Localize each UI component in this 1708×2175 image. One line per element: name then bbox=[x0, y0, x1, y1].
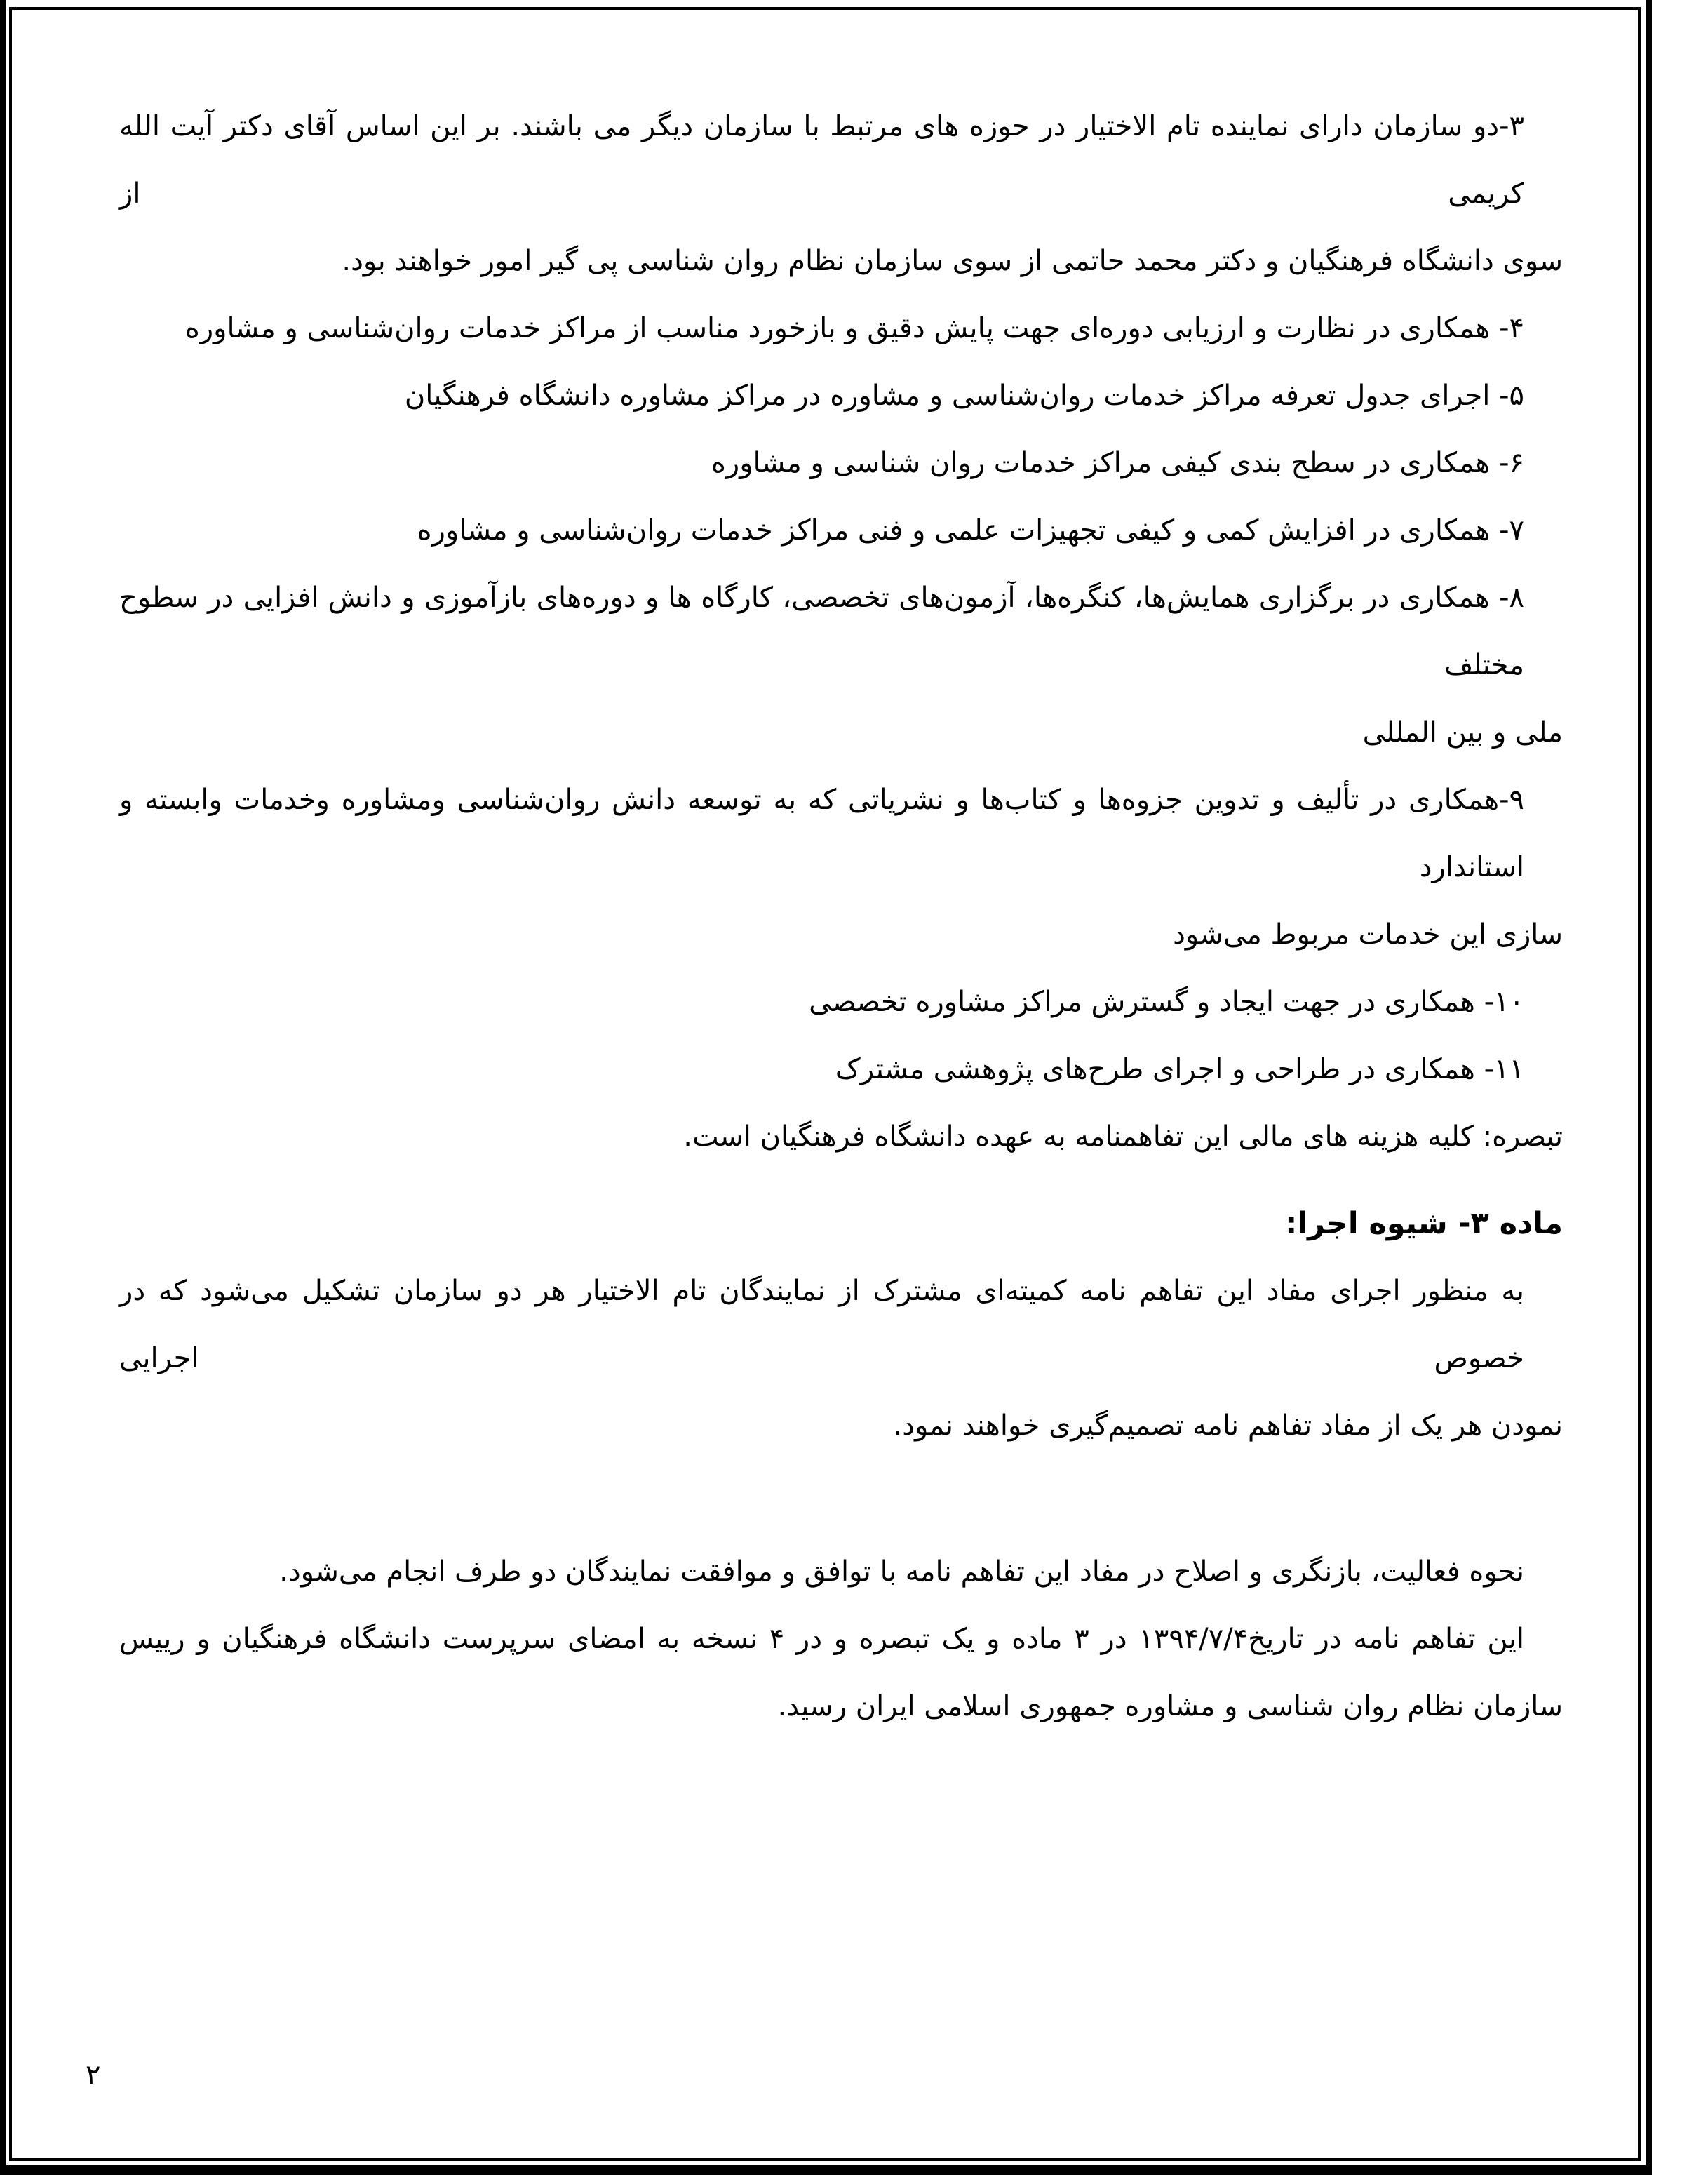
text-line-revision: نحوه فعالیت، بازنگری و اصلاح در مفاد این تفاهم نامه با توافق و موافقت نمایندگان دو طرف انجام می‌شود. bbox=[279, 1555, 1524, 1588]
text-line-item8-2: ملی و بین المللی bbox=[1362, 716, 1563, 749]
text-line-item4: ۴- همکاری در نظارت و ارزیابی دوره‌ای جهت پایش دقیق و بازخورد مناسب از مراکز خدمات روان‌شناسی و مشاوره bbox=[184, 312, 1524, 344]
text-line-item3-1: ۳-دو سازمان دارای نماینده تام الاختیار در حوزه های مرتبط با سازمان دیگر می باشند. بر این اساس آقای دکتر آیت الله کریمی از bbox=[119, 110, 1524, 210]
text-line-closing-2: سازمان نظام روان شناسی و مشاوره جمهوری اسلامی ایران رسید. bbox=[777, 1690, 1563, 1722]
text-line-item8-1: ۸- همکاری در برگزاری همایش‌ها، کنگره‌ها، آزمون‌های تخصصی، کارگاه ها و دوره‌های بازآموزی و دانش افزایی در سطوح مختلف bbox=[119, 582, 1524, 681]
article-3-heading: ماده ۳- شیوه اجرا: bbox=[1285, 1206, 1563, 1241]
text-line-item10: ۱۰- همکاری در جهت ایجاد و گسترش مراکز مشاوره تخصصی bbox=[809, 986, 1524, 1018]
text-line-exec-1: به منظور اجرای مفاد این تفاهم نامه کمیته‌ای مشترک از نمایندگان تام الاختیار هر دو سازمان تشکیل می‌شود که در خصوص اجرایی bbox=[119, 1275, 1524, 1374]
text-line-item11: ۱۱- همکاری در طراحی و اجرای طرح‌های پژوهشی مشترک bbox=[835, 1053, 1524, 1085]
page-border-left bbox=[0, 0, 6, 2175]
page-border-right bbox=[1646, 0, 1652, 2175]
text-line-item3-2: سوی دانشگاه فرهنگیان و دکتر محمد حاتمی از سوی سازمان نظام روان شناسی پی گیر امور خواهند بود. bbox=[342, 245, 1563, 277]
text-line-note: تبصره: کلیه هزینه های مالی این تفاهمنامه به عهده دانشگاه فرهنگیان است. bbox=[683, 1120, 1563, 1153]
document-body bbox=[119, 93, 1563, 1740]
page-number: ۲ bbox=[86, 2059, 101, 2092]
text-line-exec-2: نمودن هر یک از مفاد تفاهم نامه تصمیم‌گیری خواهند نمود. bbox=[893, 1410, 1563, 1442]
text-line-item9-2: سازی این خدمات مربوط می‌شود bbox=[1173, 918, 1563, 951]
text-line-item9-1: ۹-همکاری در تألیف و تدوین جزوه‌ها و کتاب‌ها و نشریاتی که به توسعه دانش روان‌شناسی ومشاوره وخدمات وابسته و استاندارد bbox=[119, 784, 1524, 883]
text-line-item6: ۶- همکاری در سطح بندی کیفی مراکز خدمات روان شناسی و مشاوره bbox=[711, 447, 1524, 479]
text-line-item5: ۵- اجرای جدول تعرفه مراکز خدمات روان‌شناسی و مشاوره در مراکز مشاوره دانشگاه فرهنگیان bbox=[404, 380, 1524, 412]
text-line-closing-1: این تفاهم نامه در تاریخ۱۳۹۴/۷/۴ در ۳ ماده و یک تبصره و در ۴ نسخه به امضای سرپرست دانشگاه فرهنگیان و رییس bbox=[119, 1623, 1525, 1655]
page-border-bottom bbox=[0, 2165, 1652, 2175]
text-line-item7: ۷- همکاری در افزایش کمی و کیفی تجهیزات علمی و فنی مراکز خدمات روان‌شناسی و مشاوره bbox=[417, 514, 1524, 547]
